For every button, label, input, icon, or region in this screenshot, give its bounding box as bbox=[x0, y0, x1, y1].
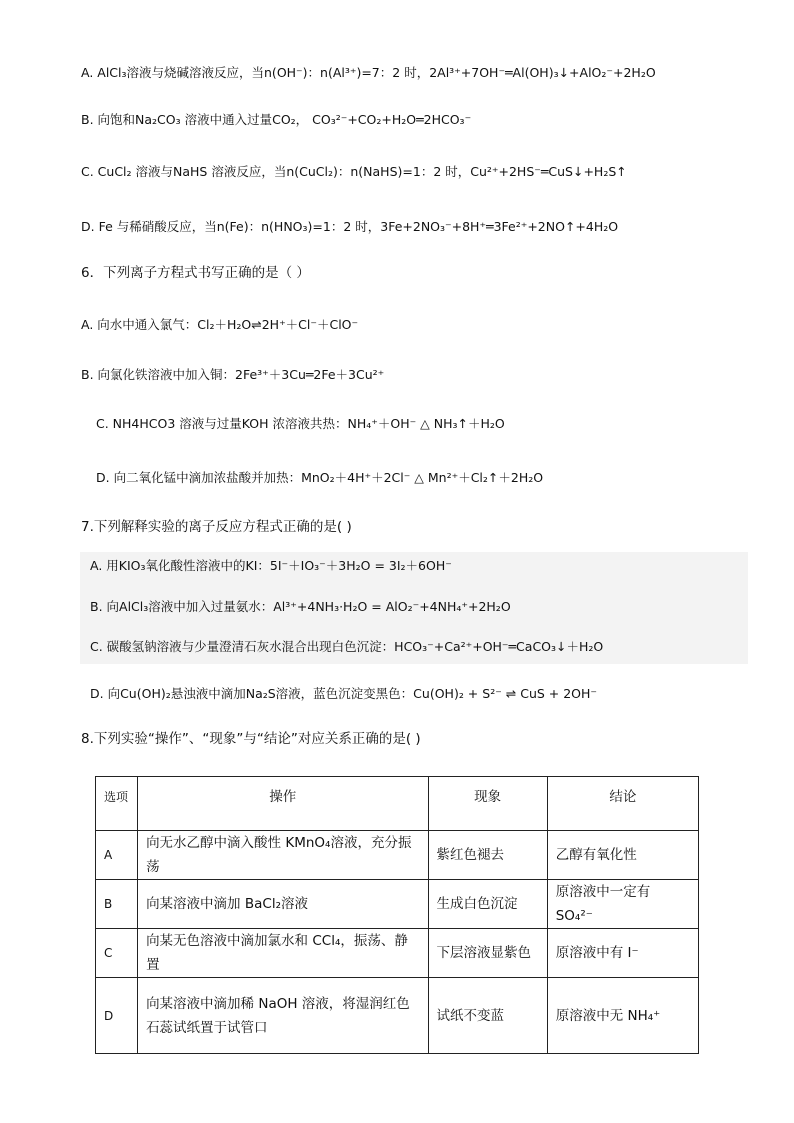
q6-option-b: B. 向氯化铁溶液中加入铜：2Fe³⁺＋3Cu═2Fe＋3Cu²⁺ bbox=[81, 367, 385, 382]
header-conclusion: 结论 bbox=[547, 777, 698, 831]
cell-conclusion: 原溶液中有 I⁻ bbox=[547, 929, 698, 978]
q6-option-c: C. NH4HCO3 溶液与过量KOH 浓溶液共热：NH₄⁺＋OH⁻ △ NH₃↑＋H₂O bbox=[96, 416, 505, 431]
cell-option: C bbox=[96, 929, 138, 978]
q7-option-d: D. 向Cu(OH)₂悬浊液中滴加Na₂S溶液，蓝色沉淀变黑色：Cu(OH)₂ + S²⁻ ⇌ CuS + 2OH⁻ bbox=[90, 686, 598, 701]
q7-stem: 7.下列解释实验的离子反应方程式正确的是( ) bbox=[81, 519, 352, 535]
cell-phenomenon: 生成白色沉淀 bbox=[428, 880, 547, 929]
q5-option-a: A. AlCl₃溶液与烧碱溶液反应，当n(OH⁻)：n(Al³⁺)=7：2 时，2Al³⁺+7OH⁻═Al(OH)₃↓+AlO₂⁻+2H₂O bbox=[81, 65, 656, 80]
cell-phenomenon: 紫红色褪去 bbox=[428, 831, 547, 880]
cell-conclusion: 原溶液中一定有 SO₄²⁻ bbox=[547, 880, 698, 929]
q5-option-d: D. Fe 与稀硝酸反应，当n(Fe)：n(HNO₃)=1：2 时，3Fe+2NO₃⁻+8H⁺═3Fe²⁺+2NO↑+4H₂O bbox=[81, 219, 619, 234]
header-option: 选项 bbox=[96, 777, 138, 831]
q6-option-d: D. 向二氧化锰中滴加浓盐酸并加热：MnO₂＋4H⁺＋2Cl⁻ △ Mn²⁺＋Cl₂↑＋2H₂O bbox=[96, 470, 544, 485]
table-header-row bbox=[96, 777, 699, 831]
table-row bbox=[96, 929, 699, 978]
cell-operation: 向无水乙醇中滴入酸性 KMnO₄溶液，充分振荡 bbox=[138, 831, 428, 880]
q6-option-a: A. 向水中通入氯气：Cl₂＋H₂O⇌2H⁺＋Cl⁻＋ClO⁻ bbox=[81, 317, 359, 332]
cell-option: A bbox=[96, 831, 138, 880]
cell-operation: 向某溶液中滴加 BaCl₂溶液 bbox=[138, 880, 428, 929]
cell-conclusion: 乙醇有氧化性 bbox=[547, 831, 698, 880]
q6-stem: 6．下列离子方程式书写正确的是（ ） bbox=[81, 265, 310, 281]
table-row bbox=[96, 978, 699, 1054]
q8-stem: 8.下列实验“操作”、“现象”与“结论”对应关系正确的是( ) bbox=[81, 731, 421, 747]
table-row bbox=[96, 831, 699, 880]
cell-operation: 向某无色溶液中滴加氯水和 CCl₄，振荡、静置 bbox=[138, 929, 428, 978]
q5-option-c: C. CuCl₂ 溶液与NaHS 溶液反应，当n(CuCl₂)：n(NaHS)=1：2 时，Cu²⁺+2HS⁻═CuS↓+H₂S↑ bbox=[81, 164, 627, 179]
cell-conclusion: 原溶液中无 NH₄⁺ bbox=[547, 978, 698, 1054]
cell-phenomenon: 下层溶液显紫色 bbox=[428, 929, 547, 978]
cell-operation: 向某溶液中滴加稀 NaOH 溶液，将湿润红色石蕊试纸置于试管口 bbox=[138, 978, 428, 1054]
cell-phenomenon: 试纸不变蓝 bbox=[428, 978, 547, 1054]
header-operation: 操作 bbox=[138, 777, 428, 831]
q8-table bbox=[95, 776, 699, 1054]
table-row bbox=[96, 880, 699, 929]
q5-option-b: B. 向饱和Na₂CO₃ 溶液中通入过量CO₂， CO₃²⁻+CO₂+H₂O═2HCO₃⁻ bbox=[81, 112, 472, 127]
q7-option-a: A. 用KIO₃氧化酸性溶液中的KI：5I⁻＋IO₃⁻＋3H₂O = 3I₂＋6OH⁻ bbox=[90, 558, 452, 573]
q7-option-c: C. 碳酸氢钠溶液与少量澄清石灰水混合出现白色沉淀：HCO₃⁻+Ca²⁺+OH⁻═CaCO₃↓＋H₂O bbox=[90, 639, 604, 654]
q7-option-b: B. 向AlCl₃溶液中加入过量氨水：Al³⁺+4NH₃·H₂O = AlO₂⁻+4NH₄⁺+2H₂O bbox=[90, 599, 511, 614]
cell-option: B bbox=[96, 880, 138, 929]
header-phenomenon: 现象 bbox=[428, 777, 547, 831]
cell-option: D bbox=[96, 978, 138, 1054]
